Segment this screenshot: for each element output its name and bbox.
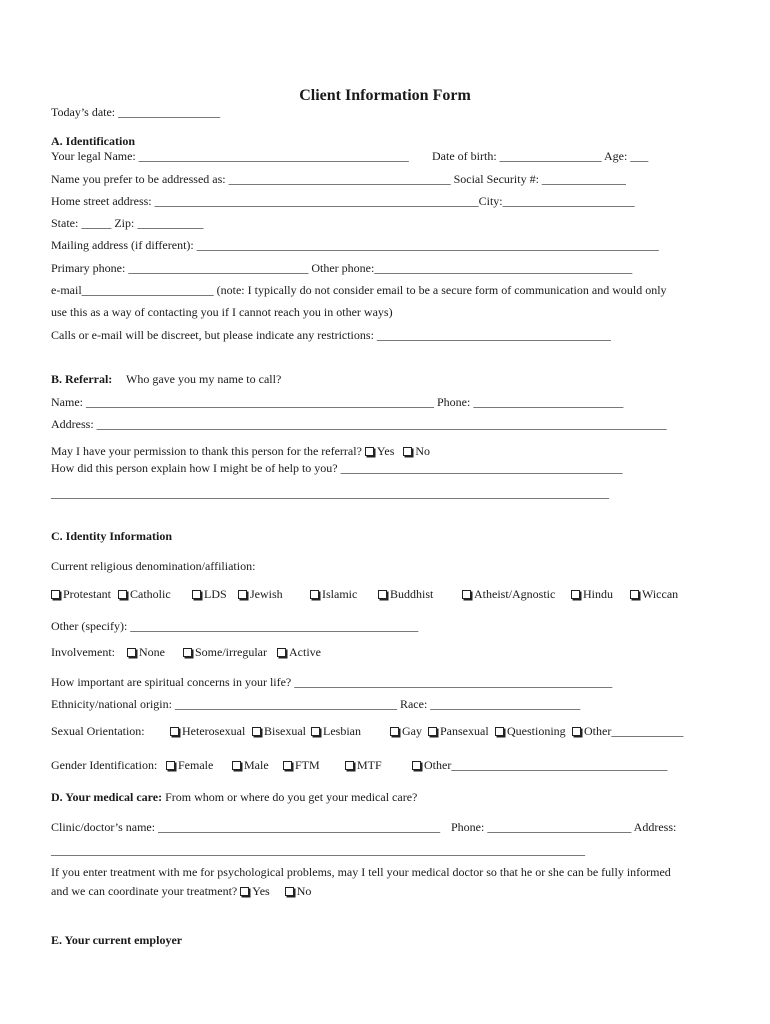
option-label: FTM: [295, 758, 320, 772]
religion-option-wiccan[interactable]: [630, 587, 678, 602]
religion-option-hindu[interactable]: [571, 587, 613, 602]
religion-option-lds[interactable]: [192, 587, 227, 602]
checkbox-icon: [390, 727, 399, 736]
gender-option-mtf[interactable]: [345, 758, 382, 773]
option-label: Buddhist: [390, 587, 434, 601]
option-label: LDS: [204, 587, 227, 601]
checkbox-icon: [166, 761, 175, 770]
orientation-option-lesbian[interactable]: [311, 724, 361, 739]
treatment-question-line2: [51, 884, 311, 899]
clinic-name-field[interactable]: Clinic/doctor’s name: _______________________________________________: [51, 820, 441, 834]
dob-age-field[interactable]: Date of birth: _________________ Age: ___: [432, 149, 649, 163]
section-c-heading: C. Identity Information: [51, 529, 173, 543]
checkbox-icon: [572, 727, 581, 736]
option-label: Jewish: [250, 587, 283, 601]
gender-option-male[interactable]: [232, 758, 269, 773]
section-a-heading: A. Identification: [51, 134, 135, 148]
referral-address-field[interactable]: Address: _______________________________________________________________________________________________: [51, 417, 667, 431]
involvement-option-some[interactable]: [183, 645, 267, 660]
option-label: Lesbian: [323, 724, 361, 738]
yes-label: Yes: [252, 884, 270, 898]
option-label: Pansexual: [440, 724, 489, 738]
option-label: None: [139, 645, 165, 659]
legal-name-field[interactable]: Your legal Name: _____________________________________________: [51, 149, 409, 163]
checkbox-icon: [118, 590, 127, 599]
home-address-field[interactable]: Home street address: ______________________________________________________City:______________________: [51, 194, 635, 208]
option-label: Heterosexual: [182, 724, 246, 738]
option-label: Female: [178, 758, 214, 772]
section-d-heading: D. Your medical care:: [51, 790, 163, 804]
checkbox-icon: [283, 761, 292, 770]
option-label: Active: [289, 645, 321, 659]
medical-care-question: From whom or where do you get your medical care?: [165, 790, 418, 804]
mailing-address-field[interactable]: Mailing address (if different): _____________________________________________________________________________: [51, 238, 659, 252]
referral-explain-field[interactable]: How did this person explain how I might be of help to you? _______________________________________________: [51, 461, 623, 475]
religion-option-islamic[interactable]: [310, 587, 357, 602]
no-label: No: [415, 444, 431, 458]
option-label: Male: [244, 758, 269, 772]
checkbox-icon: [127, 648, 136, 657]
involvement-label: Involvement:: [51, 645, 115, 659]
religion-label: Current religious denomination/affiliation:: [51, 559, 256, 573]
option-label: Atheist/Agnostic: [474, 587, 556, 601]
checkbox-icon: [238, 590, 247, 599]
referral-permission: [51, 444, 430, 459]
option-label: Wiccan: [642, 587, 679, 601]
ethnicity-race-field[interactable]: Ethnicity/national origin: _____________________________________ Race: _________________________: [51, 697, 581, 711]
preferred-name-field[interactable]: Name you prefer to be addressed as: _____________________________________ Social Security #: ______________: [51, 172, 626, 186]
restrictions-field[interactable]: Calls or e-mail will be discreet, but please indicate any restrictions: _______________________________________: [51, 328, 611, 342]
option-label: Gay: [402, 724, 422, 738]
religion-option-jewish[interactable]: [238, 587, 283, 602]
orientation-option-other[interactable]: [572, 724, 683, 739]
option-label: Some/irregular: [195, 645, 267, 659]
option-label: Other____________: [584, 724, 684, 738]
permission-question: May I have your permission to thank this person for the referral?: [51, 444, 362, 458]
no-label: No: [296, 884, 312, 898]
gender-option-female[interactable]: [166, 758, 213, 773]
email-field[interactable]: e-mail______________________ (note: I typically do not consider email to be a secure form of communication and would only: [51, 283, 667, 297]
form-title: Client Information Form: [299, 87, 471, 104]
section-b-heading: B. Referral:: [51, 372, 113, 386]
checkbox-icon: [183, 648, 192, 657]
orientation-option-heterosexual[interactable]: [170, 724, 245, 739]
checkbox-icon: [345, 761, 354, 770]
checkbox-icon: [571, 590, 580, 599]
option-label: MTF: [357, 758, 382, 772]
checkbox-icon: [378, 590, 387, 599]
email-note: use this as a way of contacting you if I cannot reach you in other ways): [51, 305, 393, 319]
orientation-option-questioning[interactable]: [495, 724, 566, 739]
option-label: Protestant: [63, 587, 111, 601]
clinic-address-blank-line[interactable]: _________________________________________________________________________________________: [51, 843, 585, 857]
option-label: Questioning: [507, 724, 566, 738]
orientation-option-gay[interactable]: [390, 724, 422, 739]
religion-option-catholic[interactable]: [118, 587, 171, 602]
checkbox-icon: [412, 761, 421, 770]
gender-label: Gender Identification:: [51, 758, 158, 772]
treatment-question-text: and we can coordinate your treatment?: [51, 884, 238, 898]
permission-yes-checkbox[interactable]: [365, 447, 374, 456]
treatment-no-checkbox[interactable]: [285, 887, 294, 896]
checkbox-icon: [462, 590, 471, 599]
treatment-question-line1: If you enter treatment with me for psychological problems, may I tell your medical doctor so that he or she can be fully informed: [51, 865, 671, 879]
gender-option-other[interactable]: [412, 758, 667, 773]
checkbox-icon: [170, 727, 179, 736]
referral-name-phone-field[interactable]: Name: __________________________________________________________ Phone: _________________________: [51, 395, 624, 409]
religion-option-atheist[interactable]: [462, 587, 555, 602]
checkbox-icon: [51, 590, 60, 599]
involvement-option-none[interactable]: [127, 645, 165, 660]
religion-option-protestant[interactable]: [51, 587, 111, 602]
checkbox-icon: [310, 590, 319, 599]
gender-option-ftm[interactable]: [283, 758, 320, 773]
section-d-header: [51, 790, 417, 805]
treatment-yes-checkbox[interactable]: [240, 887, 249, 896]
orientation-label: Sexual Orientation:: [51, 724, 145, 738]
checkbox-icon: [630, 590, 639, 599]
referral-blank-line[interactable]: _____________________________________________________________________________________________: [51, 486, 609, 500]
involvement-option-active[interactable]: [277, 645, 321, 660]
permission-no-checkbox[interactable]: [403, 447, 412, 456]
option-label: Bisexual: [264, 724, 306, 738]
todays-date-field[interactable]: Today’s date: _________________: [51, 105, 221, 119]
orientation-option-pansexual[interactable]: [428, 724, 489, 739]
religion-option-buddhist[interactable]: [378, 587, 433, 602]
state-zip-field[interactable]: State: _____ Zip: ___________: [51, 216, 204, 230]
referral-question: Who gave you my name to call?: [126, 372, 282, 386]
section-e-heading: E. Your current employer: [51, 933, 183, 947]
checkbox-icon: [232, 761, 241, 770]
yes-label: Yes: [376, 444, 395, 458]
orientation-option-bisexual[interactable]: [252, 724, 306, 739]
option-label: Hindu: [583, 587, 613, 601]
spiritual-concerns-field[interactable]: How important are spiritual concerns in your life? _____________________________________________________: [51, 675, 613, 689]
phones-field[interactable]: Primary phone: ______________________________ Other phone:___________________________________________: [51, 261, 633, 275]
checkbox-icon: [428, 727, 437, 736]
checkbox-icon: [252, 727, 261, 736]
option-label: Islamic: [322, 587, 358, 601]
checkbox-icon: [311, 727, 320, 736]
checkbox-icon: [495, 727, 504, 736]
religion-other-field[interactable]: Other (specify): ________________________________________________: [51, 619, 419, 633]
option-label: Other____________________________________: [424, 758, 668, 772]
checkbox-icon: [277, 648, 286, 657]
clinic-phone-address-field[interactable]: Phone: ________________________ Address:: [451, 820, 677, 834]
checkbox-icon: [192, 590, 201, 599]
option-label: Catholic: [130, 587, 171, 601]
